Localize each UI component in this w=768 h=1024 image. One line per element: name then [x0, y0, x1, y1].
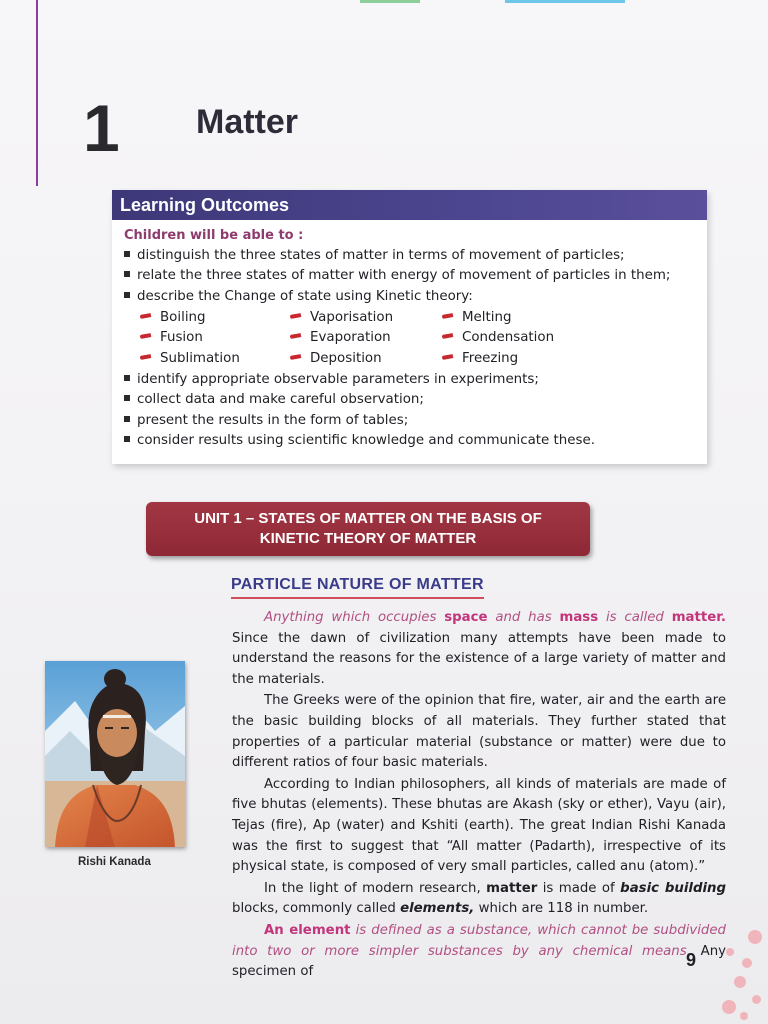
page-number: 9	[686, 950, 697, 970]
chapter-number: 1	[83, 91, 120, 165]
bullet-icon	[124, 416, 130, 422]
list-item: describe the Change of state using Kinetic theory:	[124, 287, 670, 307]
pen-bullet-icon	[442, 333, 454, 339]
chapter-title: Matter	[196, 103, 299, 141]
body-text	[232, 608, 726, 984]
bullet-icon	[124, 271, 130, 277]
state-item: Sublimation	[140, 349, 290, 369]
pen-bullet-icon	[140, 333, 152, 339]
state-item: Freezing	[442, 349, 592, 369]
margin-line	[36, 0, 38, 186]
list-item: relate the three states of matter with energy of movement of particles in them;	[124, 266, 670, 286]
pen-bullet-icon	[290, 354, 302, 360]
state-item: Deposition	[290, 349, 442, 369]
decorative-dot	[734, 976, 746, 988]
top-color-strip-blue	[505, 0, 625, 3]
list-item: collect data and make careful observation;	[124, 390, 595, 410]
state-item: Evaporation	[290, 328, 442, 348]
state-item: Condensation	[442, 328, 592, 348]
list-item: present the results in the form of tables;	[124, 411, 595, 431]
list-item: identify appropriate observable parameters in experiments;	[124, 370, 595, 390]
section-title: PARTICLE NATURE OF MATTER	[231, 576, 484, 599]
change-of-state-list	[140, 308, 600, 369]
paragraph: According to Indian philosophers, all kinds of materials are made of five bhutas (elements). These bhutas are Akash (sky or ether), Vayu (air), Tejas (fire), Ap (water) and Kshiti (earth). The great Indian Rishi Kanada was the first to suggest that “All matter (Padarth), irrespective of its physical state, is composed of very small particles, called anu (atom).”	[232, 776, 726, 875]
bullet-icon	[124, 395, 130, 401]
bullet-icon	[124, 375, 130, 381]
pen-bullet-icon	[442, 354, 454, 360]
top-color-strip-green	[360, 0, 420, 3]
pen-bullet-icon	[140, 313, 152, 319]
rishi-kanada-portrait	[45, 661, 185, 847]
decorative-dot	[726, 948, 734, 956]
list-item: consider results using scientific knowledge and communicate these.	[124, 431, 595, 451]
decorative-dot	[722, 1000, 736, 1014]
outcomes-list-top	[124, 246, 670, 307]
paragraph: In the light of modern research, matter is made of basic building blocks, commonly called elements, which are 118 in number.	[232, 880, 727, 917]
paragraph: An element is defined as a substance, which cannot be subdivided into two or more simpler substances by any chemical means. Any specimen of	[232, 922, 726, 980]
paragraph: The Greeks were of the opinion that fire, water, air and the earth are the basic building blocks of all materials. They further stated that properties of a particular material (substance or matter) were due to different ratios of four basic materials.	[232, 693, 726, 771]
decorative-dot	[742, 958, 752, 968]
decorative-dot	[748, 930, 762, 944]
pen-bullet-icon	[290, 333, 302, 339]
unit-title-line2: KINETIC THEORY OF MATTER	[259, 530, 477, 547]
paragraph: Anything which occupies space and has mass is called matter. Since the dawn of civilization many attempts have been made to understand the reasons for the existence of a large variety of matter and the materials.	[232, 610, 726, 687]
state-item: Melting	[442, 308, 592, 328]
portrait-caption: Rishi Kanada	[78, 856, 151, 868]
unit-banner	[146, 502, 590, 556]
unit-title-line1: UNIT 1 – STATES OF MATTER ON THE BASIS OF	[194, 510, 542, 527]
decorative-dot	[740, 1012, 748, 1020]
pen-bullet-icon	[442, 313, 454, 319]
list-item: distinguish the three states of matter in terms of movement of particles;	[124, 246, 670, 266]
state-item: Boiling	[140, 308, 290, 328]
state-item: Fusion	[140, 328, 290, 348]
bullet-icon	[124, 436, 130, 442]
learning-outcomes-intro: Children will be able to :	[124, 228, 304, 243]
pen-bullet-icon	[140, 354, 152, 360]
learning-outcomes-box	[112, 190, 707, 464]
pen-bullet-icon	[290, 313, 302, 319]
bullet-icon	[124, 292, 130, 298]
bullet-icon	[124, 251, 130, 257]
learning-outcomes-heading: Learning Outcomes	[112, 190, 707, 220]
decorative-dot	[752, 995, 761, 1004]
state-item: Vaporisation	[290, 308, 442, 328]
outcomes-list-bottom	[124, 370, 595, 451]
